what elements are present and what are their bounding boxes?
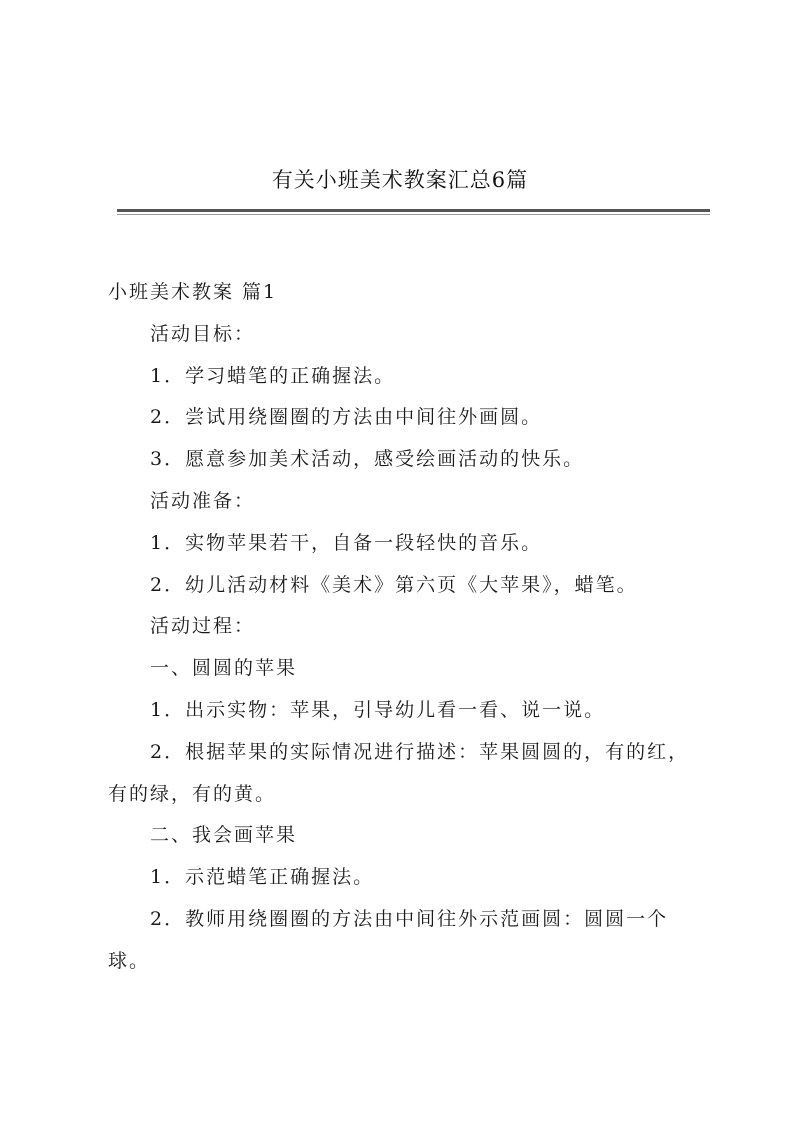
paragraph: 活动目标： [150, 322, 256, 345]
paragraph: 二、我会画苹果 [150, 824, 298, 847]
paragraph: 2．教师用绕圈圈的方法由中间往外示范画圆：圆圆一个球。 [108, 907, 669, 972]
paragraph: 活动准备： [150, 489, 256, 512]
paragraph: 1．学习蜡笔的正确握法。 [150, 364, 396, 387]
paragraph: 3．愿意参加美术活动，感受绘画活动的快乐。 [150, 448, 585, 471]
paragraph: 一、圆圆的苹果 [150, 657, 298, 680]
paragraph: 2．尝试用绕圈圈的方法由中间往外画圆。 [150, 406, 543, 429]
document-body [108, 272, 698, 983]
paragraph: 1．示范蜡笔正确握法。 [150, 866, 375, 889]
paragraph: 活动过程： [150, 615, 256, 638]
paragraph: 1．出示实物：苹果，引导幼儿看一看、说一说。 [150, 698, 606, 721]
title-underline-thin [117, 214, 710, 215]
paragraph: 2．根据苹果的实际情况进行描述：苹果圆圆的，有的红，有的绿，有的黄。 [108, 740, 690, 805]
paragraph: 1．实物苹果若干，自备一段轻快的音乐。 [150, 531, 543, 554]
document-title: 有关小班美术教案汇总6篇 [271, 168, 529, 192]
paragraph: 2．幼儿活动材料《美术》第六页《大苹果》，蜡笔。 [150, 573, 638, 596]
section-heading: 小班美术教案 篇1 [108, 281, 278, 303]
title-underline [117, 209, 710, 212]
